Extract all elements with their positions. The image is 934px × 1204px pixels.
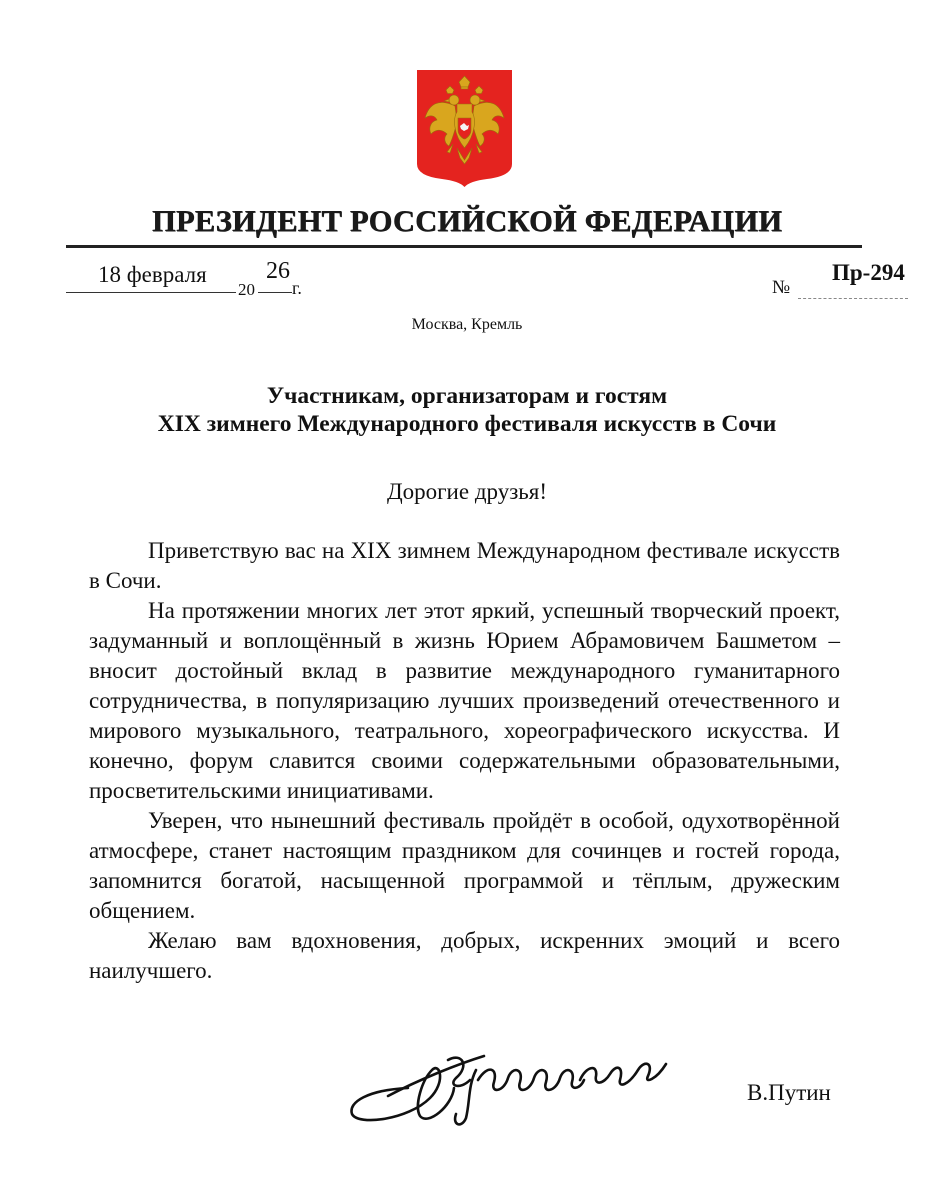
header-divider [66, 245, 862, 248]
letter-body [89, 536, 840, 986]
date-underline [66, 292, 236, 293]
address-line: XIX зимнего Международного фестиваля искусств в Сочи [157, 411, 777, 437]
coat-of-arms-icon [415, 68, 514, 188]
date-year-prefix: 20 [238, 280, 255, 299]
handwritten-signature-icon [348, 1040, 678, 1130]
place-of-issue: Москва, Кремль [411, 316, 523, 333]
number-label: № [772, 277, 791, 298]
body-paragraph: Желаю вам вдохновения, добрых, искренних эмоций и всего наилучшего. [89, 928, 840, 983]
year-underline [258, 292, 292, 293]
signer-name: В.Путин [747, 1080, 831, 1105]
greeting: Дорогие друзья! [386, 479, 548, 504]
address-line: Участникам, организаторам и гостям [266, 383, 668, 409]
body-paragraph: На протяжении многих лет этот яркий, успешный творческий проект, задуманный и воплощённый в жизнь Юрием Абрамовичем Башметом – вносит достойный вклад в развитие международного гуманитарного сотрудничества, в популяризацию лучших произведений отечественного и мирового музыкального, театрального, хореографического искусства. И конечно, форум славится своими содержательными образовательными, просветительскими инициативами. [89, 598, 840, 803]
letter-address [0, 382, 934, 438]
date-day-month: 18 февраля [98, 262, 207, 287]
number-underline [798, 298, 908, 299]
date-year-abbrev: г. [292, 278, 302, 298]
body-paragraph: Уверен, что нынешний фестиваль пройдёт в особой, одухотворённой атмосфере, станет настоящим праздником для сочинцев и гостей города, запомнится богатой, насыщенной программой и тёплым, дружеским общением. [89, 808, 840, 923]
letterhead-title: ПРЕЗИДЕНТ РОССИЙСКОЙ ФЕДЕРАЦИИ [151, 204, 783, 238]
body-paragraph: Приветствую вас на XIX зимнем Международном фестивале искусств в Сочи. [89, 538, 840, 593]
date-year-suffix: 26 [266, 258, 290, 284]
document-number: Пр-294 [832, 260, 905, 285]
